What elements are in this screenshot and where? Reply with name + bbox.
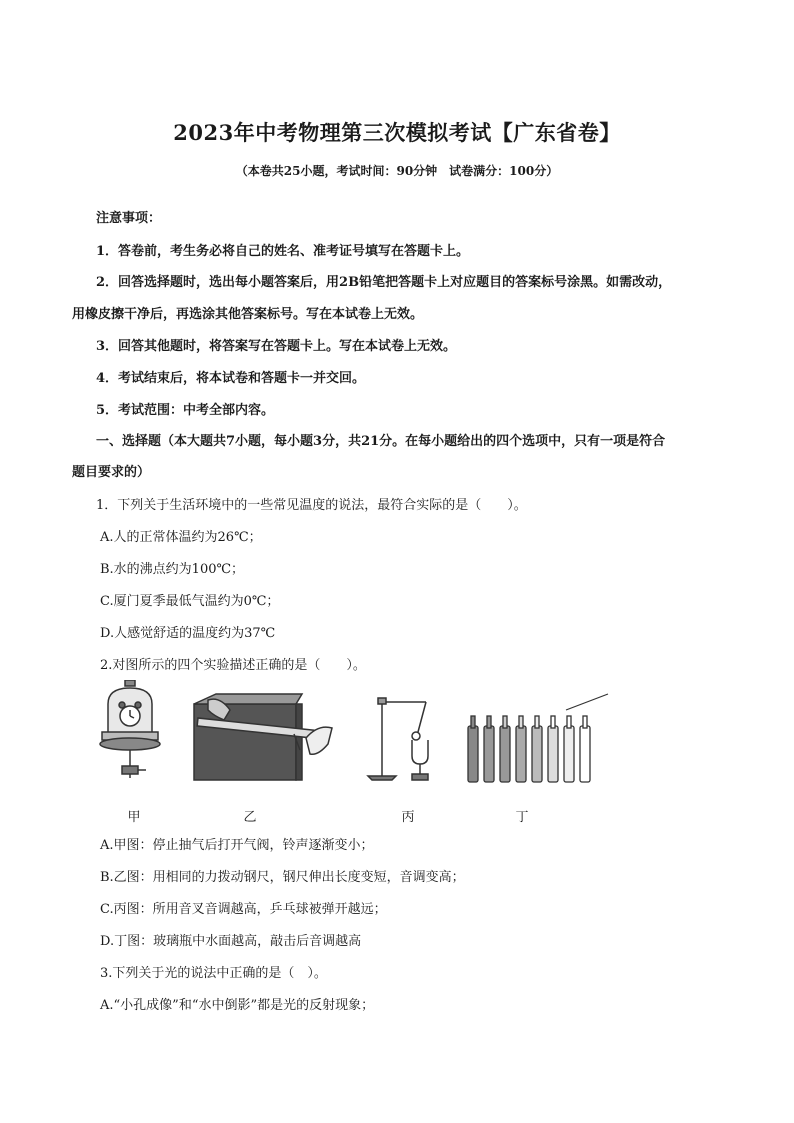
question-3-option-a: A.“小孔成像”和“水中倒影”都是光的反射现象； [100, 998, 375, 1013]
notice-item-5: 5．考试范围：中考全部内容。 [96, 403, 275, 418]
notice-item-4: 4．考试结束后，将本试卷和答题卡一并交回。 [96, 371, 366, 386]
notice-item-1: 1．答卷前，考生务必将自己的姓名、准考证号填写在答题卡上。 [96, 244, 470, 259]
question-1-option-d: D.人感觉舒适的温度约为37℃ [100, 626, 276, 641]
figure-label-bing: 丙 [401, 810, 415, 825]
page-title: 2023年中考物理第三次模拟考试【广东省卷】 [173, 120, 621, 145]
section-heading: 一、选择题（本大题共7小题，每小题3分，共21分。在每小题给出的四个选项中，只有一项是符合 [96, 434, 666, 449]
figure-label-yi: 乙 [243, 810, 257, 825]
notice-item-2-cont: 用橡皮擦干净后，再选涂其他答案标号。写在本试卷上无效。 [72, 307, 424, 322]
figure-label-jia: 甲 [127, 810, 141, 825]
notice-item-3: 3．回答其他题时，将答案写在答题卡上。写在本试卷上无效。 [96, 339, 457, 354]
figure-label-ding: 丁 [515, 810, 529, 825]
bell-jar-diagram [100, 680, 160, 778]
question-2-option-d: D.丁图：玻璃瓶中水面越高，敲击后音调越高 [100, 934, 362, 949]
question-2-stem: 2.对图所示的四个实验描述正确的是（ ）。 [100, 658, 366, 673]
question-1-stem: 1．下列关于生活环境中的一些常见温度的说法，最符合实际的是（ ）。 [96, 498, 527, 513]
bottles-diagram [468, 694, 608, 782]
question-2-option-a: A.甲图：停止抽气后打开气阀，铃声逐渐变小； [100, 838, 374, 853]
question-2-figure [96, 680, 616, 790]
question-3-stem: 3.下列关于光的说法中正确的是（ ）。 [100, 966, 327, 981]
question-2-option-b: B.乙图：用相同的力拨动钢尺，钢尺伸出长度变短，音调变高； [100, 870, 465, 885]
tuning-fork-diagram [368, 698, 428, 780]
exam-info: （本卷共25小题，考试时间：90分钟 试卷满分：100分） [235, 164, 559, 178]
question-1-option-a: A.人的正常体温约为26℃； [100, 530, 262, 545]
question-2-option-c: C.丙图：所用音叉音调越高，乒乓球被弹开越远； [100, 902, 387, 917]
notice-heading: 注意事项： [96, 211, 162, 226]
notice-item-2: 2．回答选择题时，选出每小题答案后，用2B铅笔把答题卡上对应题目的答案标号涂黑。如需改动， [96, 275, 672, 290]
section-heading-cont: 题目要求的） [72, 465, 151, 480]
question-1-option-b: B.水的沸点约为100℃； [100, 562, 245, 577]
ruler-table-diagram [194, 694, 332, 780]
question-1-option-c: C.厦门夏季最低气温约为0℃； [100, 594, 280, 609]
